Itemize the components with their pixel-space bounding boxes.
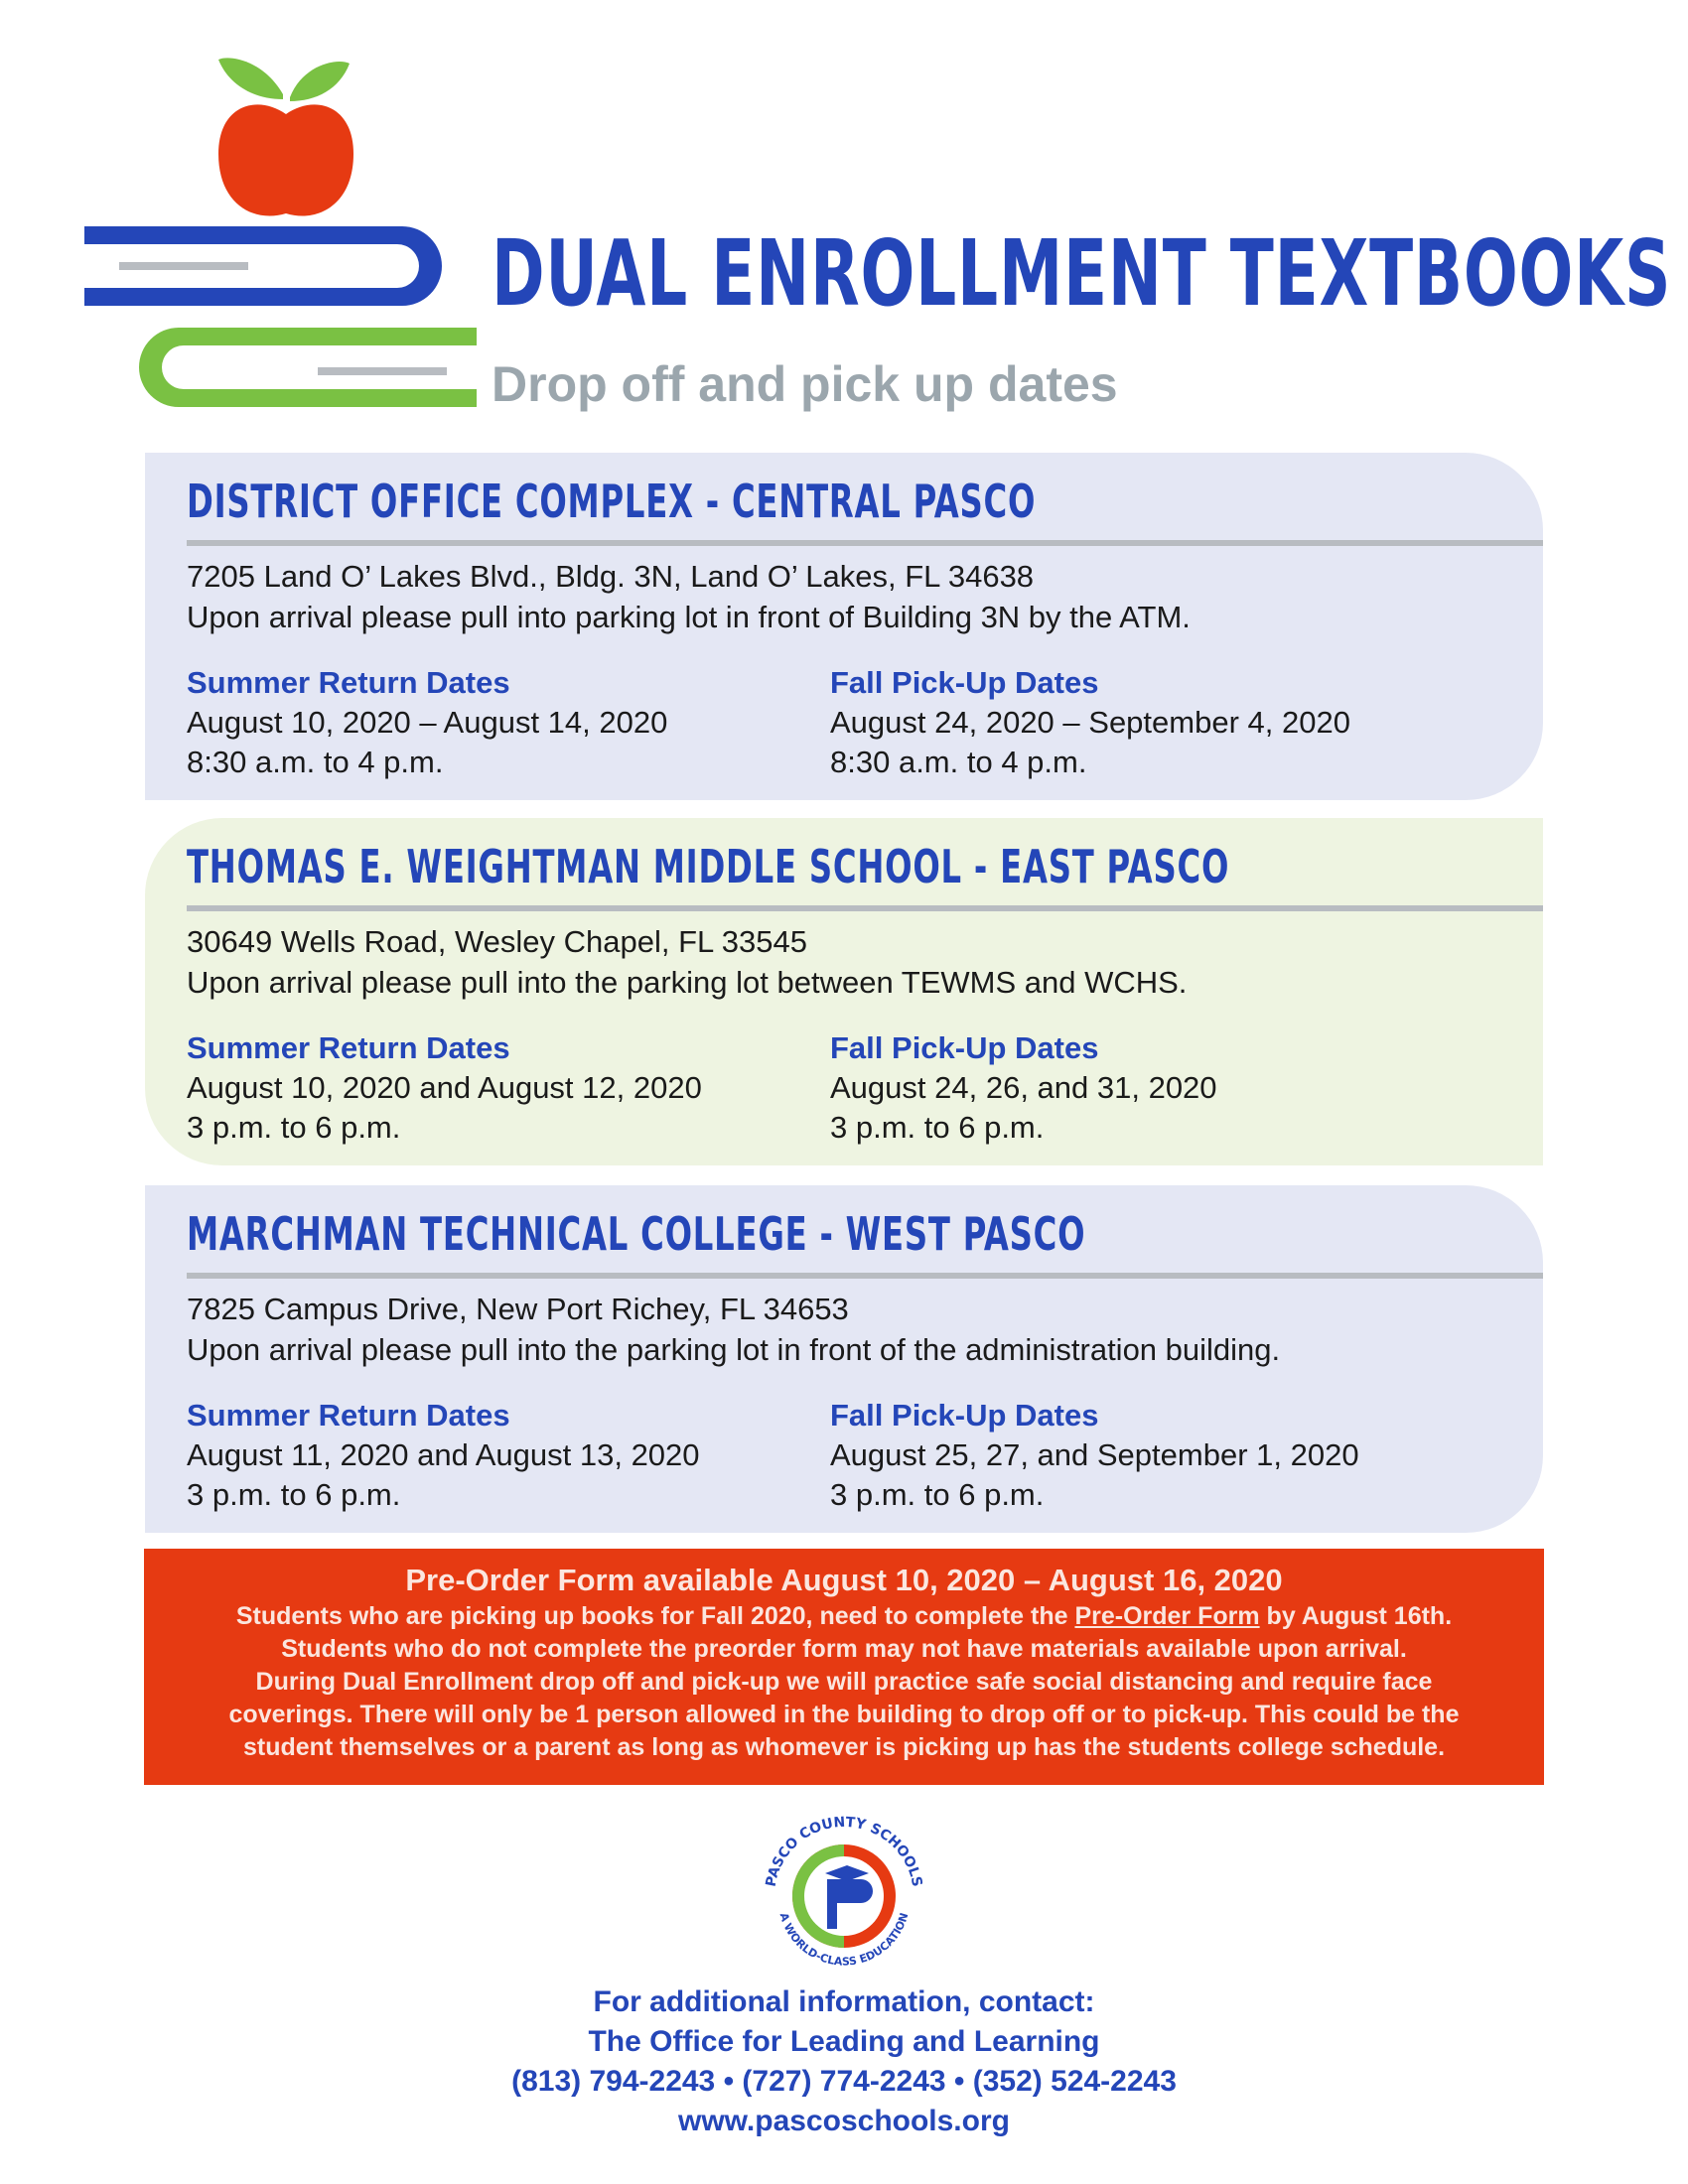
fall-dates: August 24, 2020 – September 4, 2020 [830, 705, 1350, 740]
contact-intro: For additional information, contact: [593, 1985, 1095, 2018]
divider [187, 1273, 1543, 1279]
summer-return-column [187, 1028, 702, 1148]
seal-bottom-text: A WORLD-CLASS EDUCATION [776, 1911, 912, 1969]
summer-dates: August 10, 2020 – August 14, 2020 [187, 705, 668, 740]
location-name: DISTRICT OFFICE COMPLEX - CENTRAL PASCO [187, 475, 1037, 528]
website-link[interactable]: www.pascoschools.org [678, 2105, 1010, 2137]
location-card-west [145, 1185, 1543, 1533]
summer-hours: 8:30 a.m. to 4 p.m. [187, 745, 444, 779]
location-address: 7825 Campus Drive, New Port Richey, FL 34653 [187, 1292, 849, 1326]
fall-hours: 8:30 a.m. to 4 p.m. [830, 745, 1087, 779]
fall-heading: Fall Pick-Up Dates [830, 1030, 1099, 1065]
location-instructions: Upon arrival please pull into the parking lot in front of the administration building. [187, 1332, 1281, 1367]
books-and-apple-icon [79, 40, 477, 437]
location-name: MARCHMAN TECHNICAL COLLEGE - WEST PASCO [187, 1207, 1086, 1261]
notice-line-2: Students who do not complete the preorder form may not have materials available upon arrival. [281, 1635, 1407, 1663]
fall-dates: August 25, 27, and September 1, 2020 [830, 1437, 1359, 1472]
location-instructions: Upon arrival please pull into parking lot in front of Building 3N by the ATM. [187, 600, 1191, 634]
fall-hours: 3 p.m. to 6 p.m. [830, 1110, 1045, 1145]
location-address: 30649 Wells Road, Wesley Chapel, FL 33545 [187, 924, 807, 959]
summer-dates: August 10, 2020 and August 12, 2020 [187, 1070, 702, 1105]
summer-heading: Summer Return Dates [187, 665, 510, 700]
fall-dates: August 24, 26, and 31, 2020 [830, 1070, 1217, 1105]
fall-pickup-column [830, 663, 1350, 782]
summer-dates: August 11, 2020 and August 13, 2020 [187, 1437, 700, 1472]
summer-heading: Summer Return Dates [187, 1398, 510, 1433]
pre-order-form-link[interactable]: Pre-Order Form [1074, 1602, 1260, 1630]
page-subtitle: Drop off and pick up dates [492, 356, 1118, 412]
notice-text: by August 16th. [1259, 1602, 1453, 1630]
fall-pickup-column [830, 1028, 1217, 1148]
summer-heading: Summer Return Dates [187, 1030, 510, 1065]
location-instructions: Upon arrival please pull into the parking lot between TEWMS and WCHS. [187, 965, 1188, 1000]
notice-line-1 [144, 1602, 1544, 1631]
fall-heading: Fall Pick-Up Dates [830, 665, 1099, 700]
notice-text: Students who are picking up books for Fall 2020, need to complete the [235, 1602, 1075, 1630]
pre-order-notice [144, 1549, 1544, 1785]
contact-office: The Office for Leading and Learning [588, 2025, 1100, 2058]
fall-heading: Fall Pick-Up Dates [830, 1398, 1099, 1433]
fall-pickup-column [830, 1396, 1359, 1515]
divider [187, 905, 1543, 911]
fall-hours: 3 p.m. to 6 p.m. [830, 1477, 1045, 1512]
page-title: DUAL ENROLLMENT TEXTBOOKS [492, 220, 1672, 327]
seal-top-text: PASCO COUNTY SCHOOLS [763, 1814, 925, 1888]
summer-return-column [187, 1396, 700, 1515]
summer-hours: 3 p.m. to 6 p.m. [187, 1110, 401, 1145]
location-address: 7205 Land O’ Lakes Blvd., Bldg. 3N, Land O’ Lakes, FL 34638 [187, 559, 1035, 594]
summer-return-column [187, 663, 667, 782]
contact-phones: (813) 794-2243 • (727) 774-2243 • (352) 524-2243 [511, 2065, 1177, 2098]
divider [187, 540, 1543, 546]
summer-hours: 3 p.m. to 6 p.m. [187, 1477, 401, 1512]
location-card-central [145, 453, 1543, 800]
location-name: THOMAS E. WEIGHTMAN MIDDLE SCHOOL - EAST PASCO [187, 840, 1230, 893]
notice-line-3: During Dual Enrollment drop off and pick-up we will practice safe social distancing and require face [255, 1668, 1433, 1696]
location-card-east [145, 818, 1543, 1165]
notice-title: Pre-Order Form available August 10, 2020 – August 16, 2020 [405, 1563, 1283, 1597]
notice-line-4: coverings. There will only be 1 person allowed in the building to drop off or to pick-up. This could be the [228, 1701, 1460, 1728]
notice-line-5: student themselves or a parent as long as whomever is picking up has the students college schedule. [242, 1733, 1446, 1761]
pasco-schools-seal-icon [750, 1802, 938, 1990]
